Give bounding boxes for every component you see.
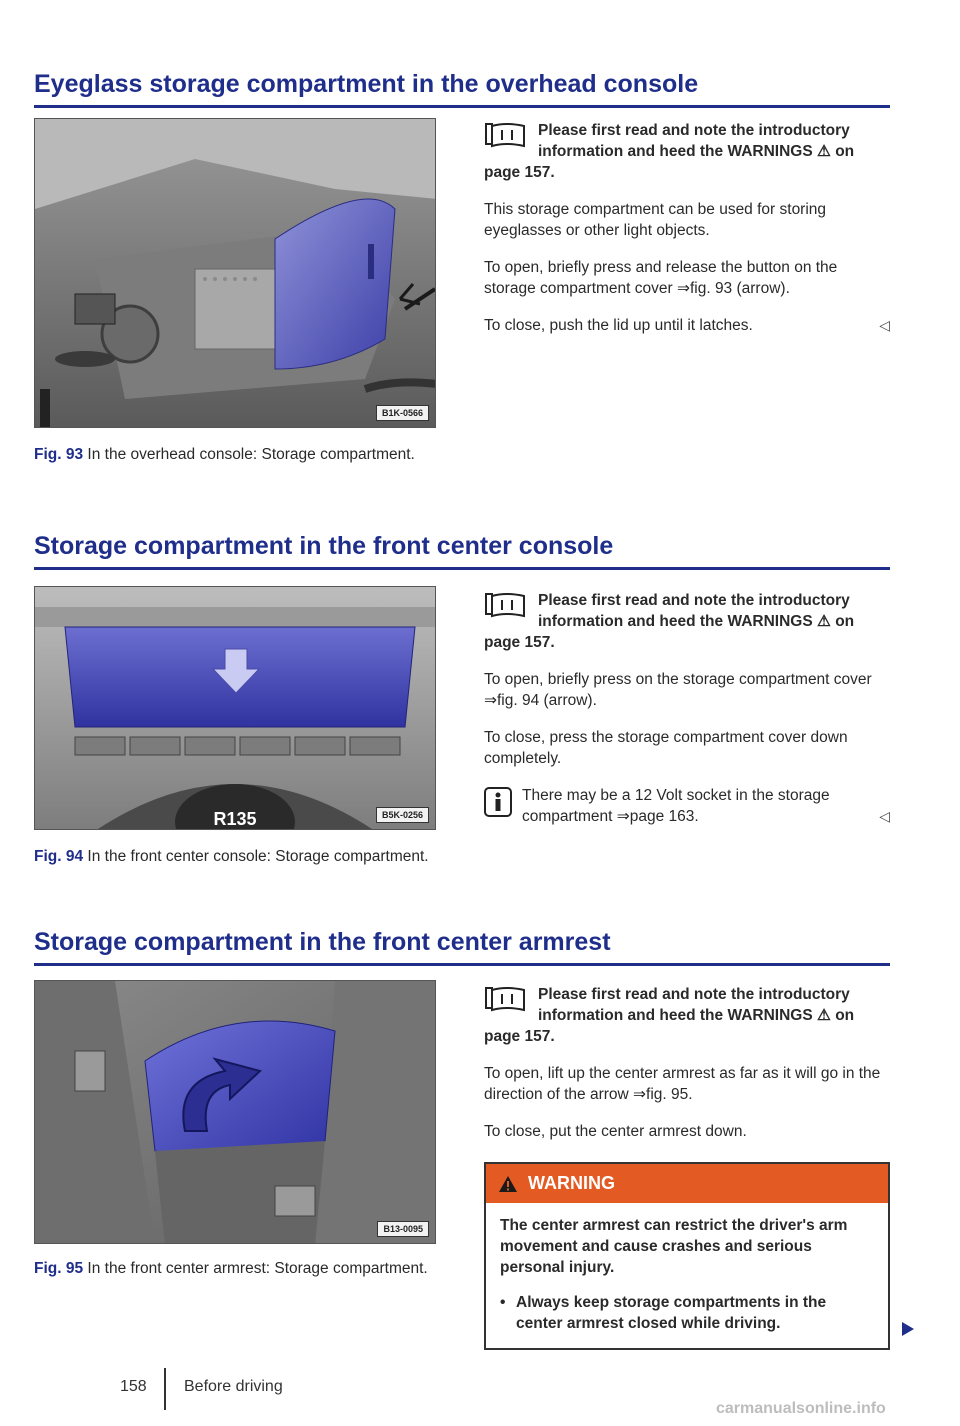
figure-94-caption [34, 846, 444, 867]
paragraph: To close, put the center armrest down. [484, 1123, 747, 1140]
caption-label: Fig. 93 [34, 446, 84, 463]
section-title-armrest: Storage compartment in the front center armrest [34, 928, 890, 966]
info-text: There may be a 12 Volt socket in the storage compartment ⇒page 163. [522, 787, 830, 825]
paragraph: To close, press the storage compartment cover down completely. [484, 729, 848, 767]
figure-94-center-console [34, 586, 436, 830]
section-title-overhead: Eyeglass storage compartment in the overhead console [34, 70, 890, 108]
caption-label: Fig. 94 [34, 848, 84, 865]
intro-note [484, 120, 890, 183]
warning-text: The center armrest can restrict the driver's arm movement and cause crashes and serious personal injury. [500, 1217, 848, 1276]
intro-note [484, 590, 890, 653]
warning-bullet: • Always keep storage compartments in the center armrest closed while driving. [500, 1292, 874, 1334]
figure-93-overhead-console [34, 118, 436, 428]
watermark: carmanualsonline.info [716, 1400, 886, 1417]
warning-title: WARNING [528, 1173, 615, 1193]
footer-divider [164, 1368, 166, 1410]
figure-code: B5K-0256 [376, 807, 429, 823]
end-of-section-icon: ◁ [879, 317, 890, 333]
figure-95-armrest [34, 980, 436, 1244]
chapter-name: Before driving [184, 1378, 283, 1395]
section-2-text-column [484, 590, 890, 827]
warning-triangle-icon [498, 1175, 518, 1193]
section-1-text-column [484, 120, 890, 336]
info-icon [484, 787, 512, 817]
caption-text: In the front center armrest: Storage compartment. [87, 1260, 428, 1277]
overhead-console-illustration [35, 119, 436, 428]
intro-note [484, 984, 890, 1047]
figure-code: B13-0095 [377, 1221, 429, 1237]
paragraph: To open, lift up the center armrest as far as it will go in the direction of the arrow ⇒fig. 95. [484, 1065, 881, 1103]
center-console-illustration [35, 587, 436, 830]
paragraph [484, 315, 890, 336]
figure-code: B1K-0566 [376, 405, 429, 421]
intro-note-text: Please first read and note the introductory information and heed the WARNINGS ⚠ on page 157. [484, 986, 855, 1045]
paragraph: To open, briefly press and release the button on the storage compartment cover ⇒fig. 93 (arrow). [484, 259, 838, 297]
caption-label: Fig. 95 [34, 1260, 84, 1277]
paragraph: This storage compartment can be used for storing eyeglasses or other light objects. [484, 201, 827, 239]
warning-body [486, 1203, 888, 1348]
page-number: 158 [120, 1378, 147, 1395]
gear-label: R135 [213, 809, 257, 829]
warning-header [486, 1164, 888, 1203]
caption-text: In the overhead console: Storage compartment. [87, 446, 415, 463]
intro-note-text: Please first read and note the introductory information and heed the WARNINGS ⚠ on page 157. [484, 122, 855, 181]
warning-box [484, 1162, 890, 1350]
armrest-illustration [35, 981, 436, 1244]
book-icon [484, 592, 530, 618]
book-icon [484, 122, 530, 148]
figure-93-caption [34, 444, 444, 465]
figure-95-caption [34, 1258, 444, 1279]
end-of-section-icon: ◁ [879, 808, 890, 824]
book-icon [484, 986, 530, 1012]
info-note [484, 785, 890, 827]
caption-text: In the front center console: Storage compartment. [87, 848, 429, 865]
intro-note-text: Please first read and note the introductory information and heed the WARNINGS ⚠ on page 157. [484, 592, 855, 651]
paragraph: To open, briefly press on the storage compartment cover ⇒fig. 94 (arrow). [484, 671, 872, 709]
section-3-text-column [484, 984, 890, 1350]
section-title-center-console: Storage compartment in the front center console [34, 532, 890, 570]
continue-arrow-icon [902, 1322, 914, 1336]
paragraph-text: To close, push the lid up until it latches. [484, 317, 753, 334]
